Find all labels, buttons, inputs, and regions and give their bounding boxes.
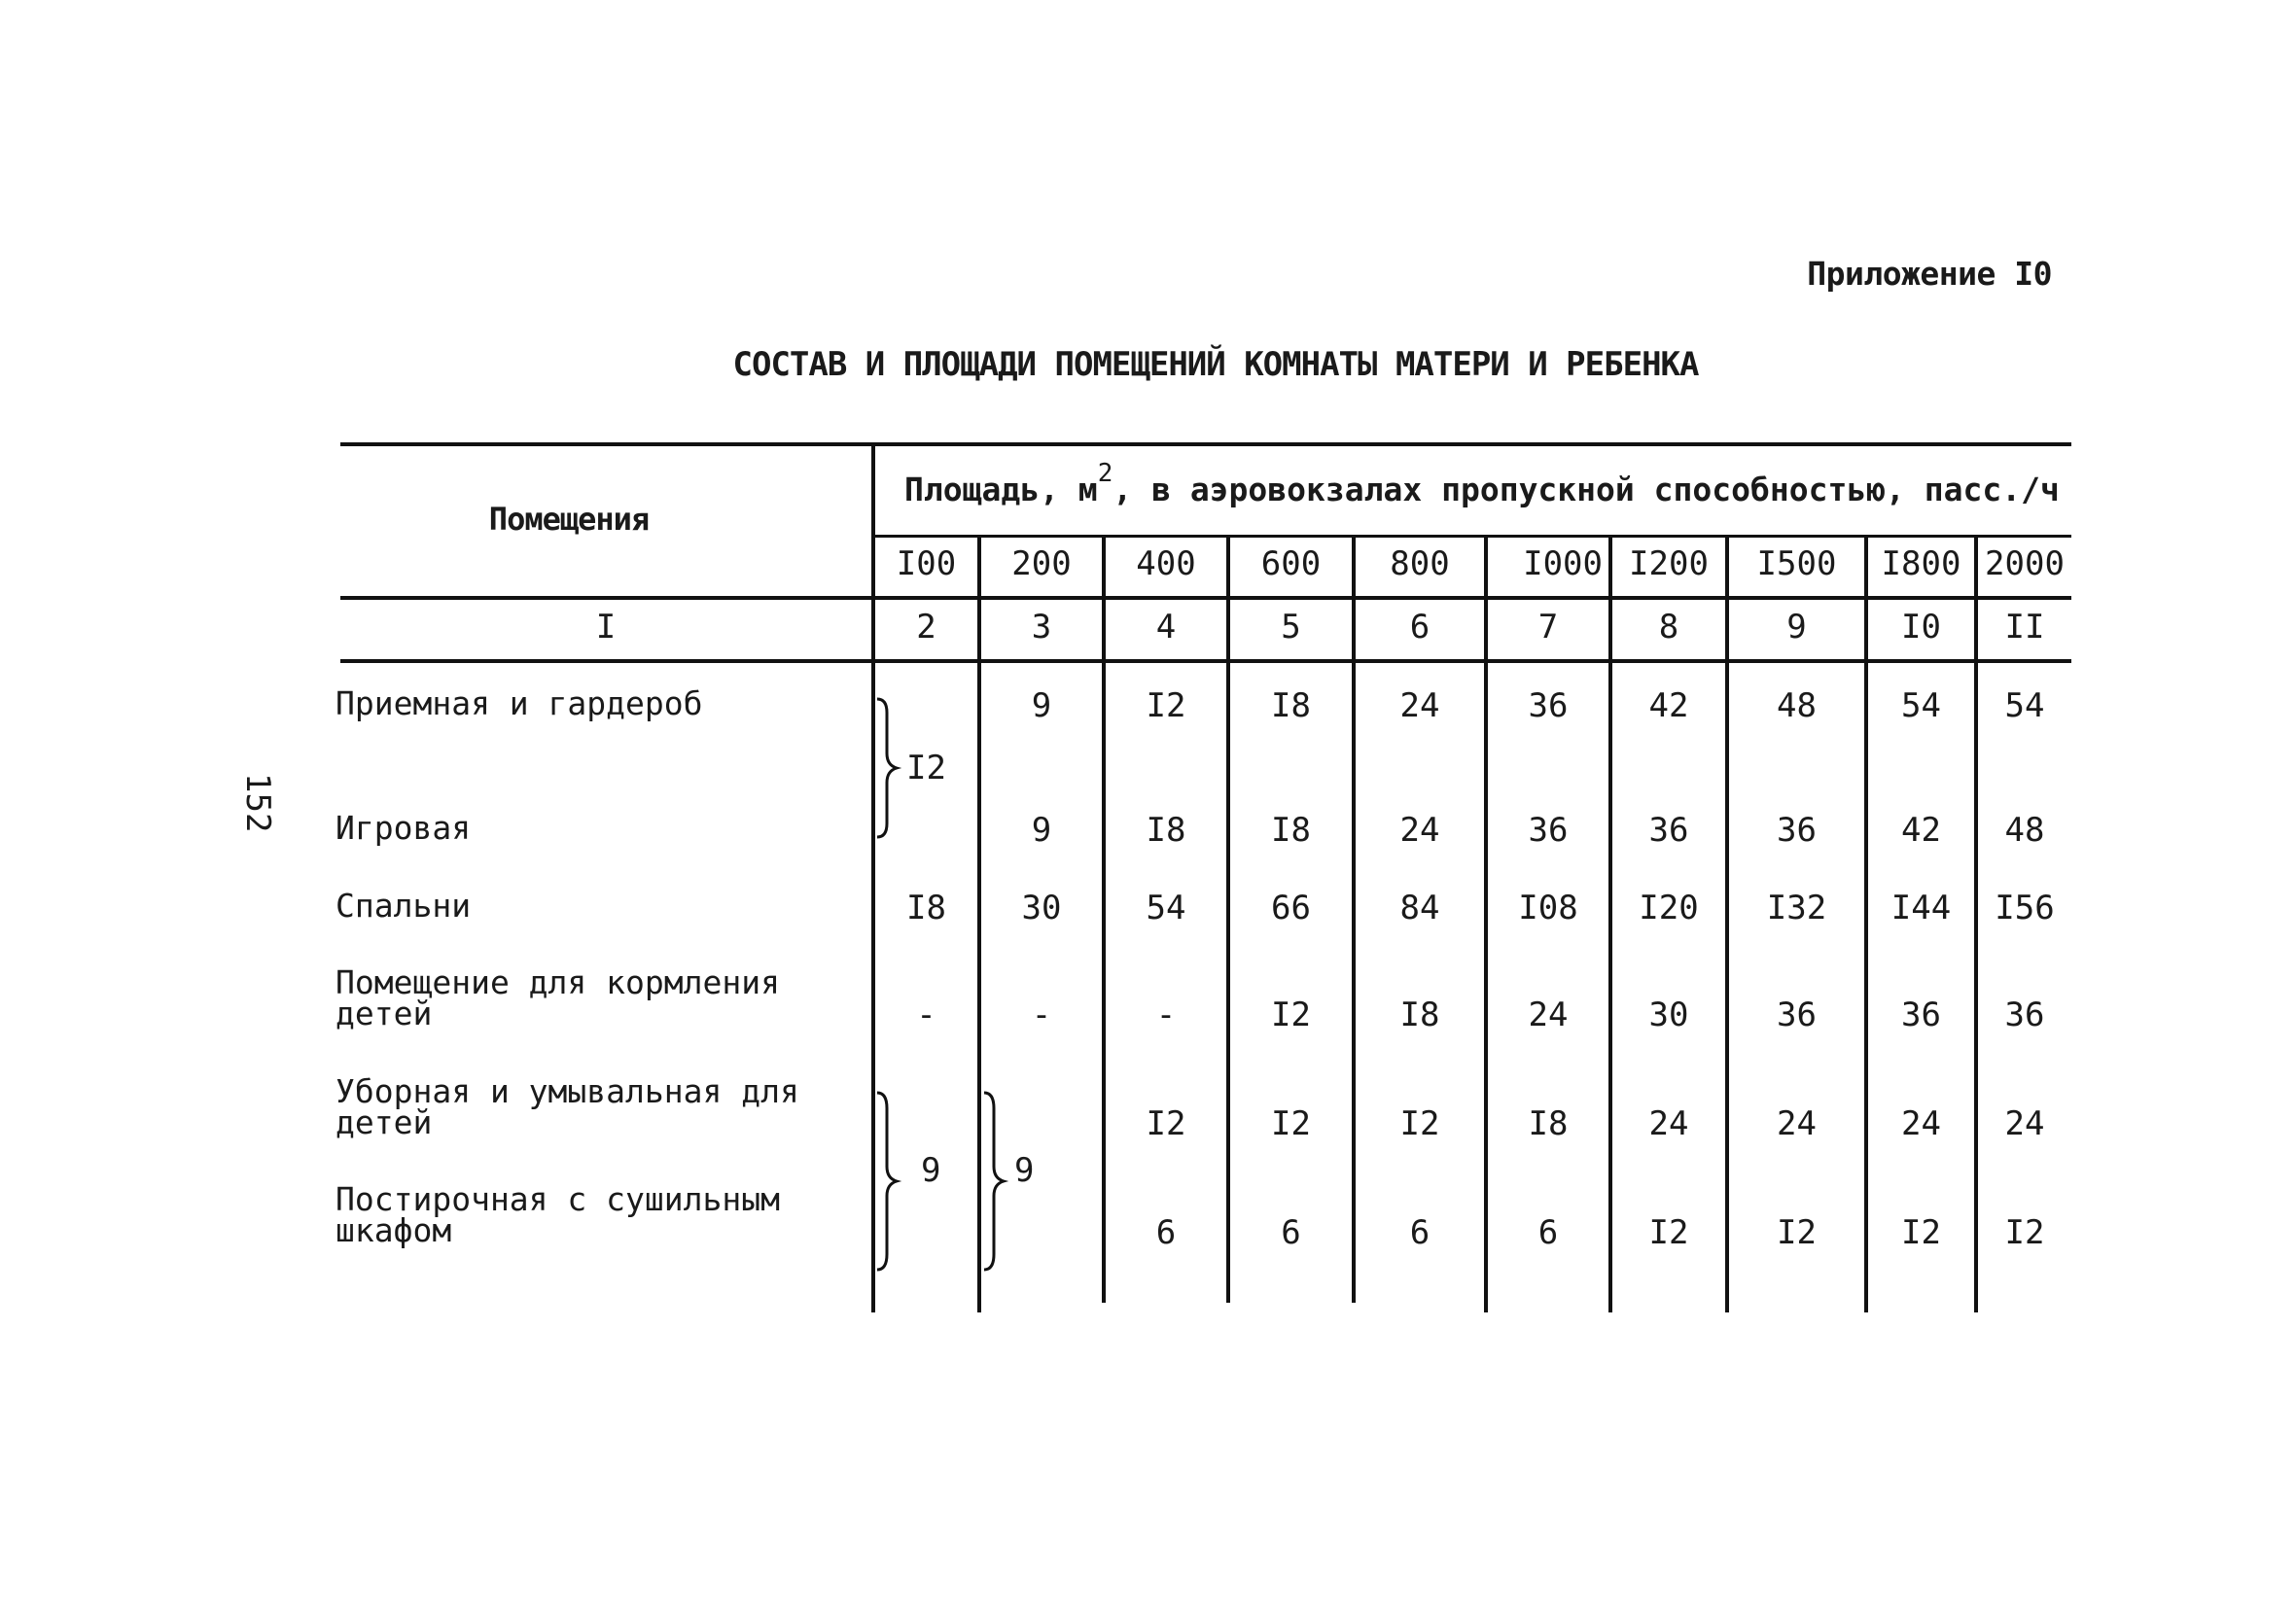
table-cell: 36 xyxy=(1528,811,1569,850)
table-cell: 36 xyxy=(1648,811,1689,850)
column-number-cell: 4 xyxy=(1155,608,1177,647)
merge-brace xyxy=(980,1089,1009,1274)
table-cell: I8 xyxy=(906,889,946,927)
table-cell: I2 xyxy=(2004,1213,2045,1252)
appendix-label: Приложение I0 xyxy=(1807,255,2052,293)
table-cell: 6 xyxy=(1409,1213,1431,1252)
table-cell: I20 xyxy=(1639,889,1699,927)
table-cell: 54 xyxy=(1146,889,1186,927)
capacity-header-cell: I00 xyxy=(896,544,957,583)
table-cell: 30 xyxy=(1648,996,1689,1034)
table-cell: 6 xyxy=(1155,1213,1177,1252)
table-cell: I2 xyxy=(1271,1104,1311,1143)
table-cell: I8 xyxy=(1271,686,1311,725)
column-number-cell: I0 xyxy=(1901,608,1941,647)
column-number-cell: II xyxy=(2004,608,2045,647)
table-cell: I8 xyxy=(1271,811,1311,850)
table-cell: I8 xyxy=(1528,1104,1569,1143)
capacity-header-cell: 800 xyxy=(1390,544,1450,583)
table-cell: - xyxy=(1031,996,1052,1034)
capacity-header-cell: I200 xyxy=(1629,544,1709,583)
table-cell: I2 xyxy=(1399,1104,1440,1143)
table-cell: I56 xyxy=(1995,889,2055,927)
table-cell: 42 xyxy=(1901,811,1941,850)
table-cell: 6 xyxy=(1281,1213,1301,1252)
capacity-header-cell: I800 xyxy=(1881,544,1961,583)
table-cell: I08 xyxy=(1518,889,1578,927)
row-label: Помещение для кормления xyxy=(336,963,780,1001)
capacity-group-header xyxy=(904,459,2060,508)
table-cell: 24 xyxy=(1777,1104,1817,1143)
table-cell: 24 xyxy=(2004,1104,2045,1143)
column-number-cell: 5 xyxy=(1281,608,1301,647)
table-cell: I2 xyxy=(1271,996,1311,1034)
group-header-rule xyxy=(873,535,2071,538)
merged-cell: 9 xyxy=(1014,1151,1035,1190)
column-number-cell: 3 xyxy=(1031,608,1052,647)
capacity-header-cell: 200 xyxy=(1011,544,1072,583)
table-cell: 36 xyxy=(1777,811,1817,850)
capacity-header-cell: 600 xyxy=(1260,544,1322,583)
table-cell: 54 xyxy=(1901,686,1941,725)
table-cell: I8 xyxy=(1399,996,1440,1034)
table-cell: I2 xyxy=(1146,686,1186,725)
table-cell: I2 xyxy=(1146,1104,1186,1143)
row-label: детей xyxy=(336,1103,433,1141)
table-cell: 24 xyxy=(1399,686,1440,725)
merge-brace xyxy=(873,695,902,841)
capacity-header-cell: 400 xyxy=(1136,544,1196,583)
row-label: шкафом xyxy=(336,1211,452,1249)
row-label: Постирочная с сушильным xyxy=(336,1180,780,1218)
table-cell: 36 xyxy=(1901,996,1941,1034)
table-cell: - xyxy=(1155,996,1177,1034)
table-cell: I2 xyxy=(1777,1213,1817,1252)
capacity-header-cell: 2000 xyxy=(1985,544,2065,583)
table-cell: 24 xyxy=(1528,996,1569,1034)
document-title: СОСТАВ И ПЛОЩАДИ ПОМЕЩЕНИЙ КОМНАТЫ МАТЕРИ И РЕБЕНКА xyxy=(732,345,1699,384)
table-cell: 30 xyxy=(1021,889,1062,927)
row-label: Спальни xyxy=(336,887,472,925)
table-cell: I2 xyxy=(1901,1213,1941,1252)
capacity-header-cell: I000 xyxy=(1523,544,1603,583)
row-label: Игровая xyxy=(336,809,472,847)
table-cell: 36 xyxy=(1528,686,1569,725)
group-header-superscript: 2 xyxy=(1097,459,1113,488)
table-top-rule xyxy=(340,442,2071,446)
table-cell: I32 xyxy=(1766,889,1827,927)
merge-brace xyxy=(873,1089,902,1274)
row-label: Приемная и гардероб xyxy=(336,684,703,722)
merged-cell: I2 xyxy=(906,749,946,787)
table-cell: I8 xyxy=(1146,811,1186,850)
table-cell: 9 xyxy=(1031,811,1052,850)
merged-cell: 9 xyxy=(921,1151,941,1190)
column-number-cell: I xyxy=(595,608,617,647)
rooms-column-header: Помещения xyxy=(488,501,650,538)
table-cell: 36 xyxy=(2004,996,2045,1034)
row-label: Уборная и умывальная для xyxy=(336,1072,799,1110)
table-cell: 24 xyxy=(1399,811,1440,850)
group-header-main: Площадь, м xyxy=(904,471,1098,508)
column-number-cell: 8 xyxy=(1658,608,1679,647)
capacity-header-cell: I500 xyxy=(1756,544,1837,583)
table-cell: 54 xyxy=(2004,686,2045,725)
table-cell: 48 xyxy=(1777,686,1817,725)
table-cell: I2 xyxy=(1648,1213,1689,1252)
table-cell: 84 xyxy=(1399,889,1440,927)
table-cell: 48 xyxy=(2004,811,2045,850)
column-number-cell: 7 xyxy=(1537,608,1559,647)
page-number: 152 xyxy=(238,773,277,833)
table-cell: 9 xyxy=(1031,686,1052,725)
capacity-header-rule xyxy=(340,596,2071,600)
column-number-rule xyxy=(340,659,2071,663)
column-number-cell: 2 xyxy=(916,608,936,647)
row-label: детей xyxy=(336,995,433,1032)
table-cell: 66 xyxy=(1271,889,1311,927)
column-number-cell: 9 xyxy=(1786,608,1807,647)
table-cell: 36 xyxy=(1777,996,1817,1034)
group-header-rest: , в аэровокзалах пропускной способностью, пасс./ч xyxy=(1113,471,2060,508)
table-cell: 42 xyxy=(1648,686,1689,725)
table-cell: I44 xyxy=(1890,889,1952,927)
table-cell: 6 xyxy=(1537,1213,1559,1252)
table-cell: 24 xyxy=(1648,1104,1689,1143)
table-cell: - xyxy=(916,996,936,1034)
column-number-cell: 6 xyxy=(1409,608,1431,647)
table-cell: 24 xyxy=(1901,1104,1941,1143)
